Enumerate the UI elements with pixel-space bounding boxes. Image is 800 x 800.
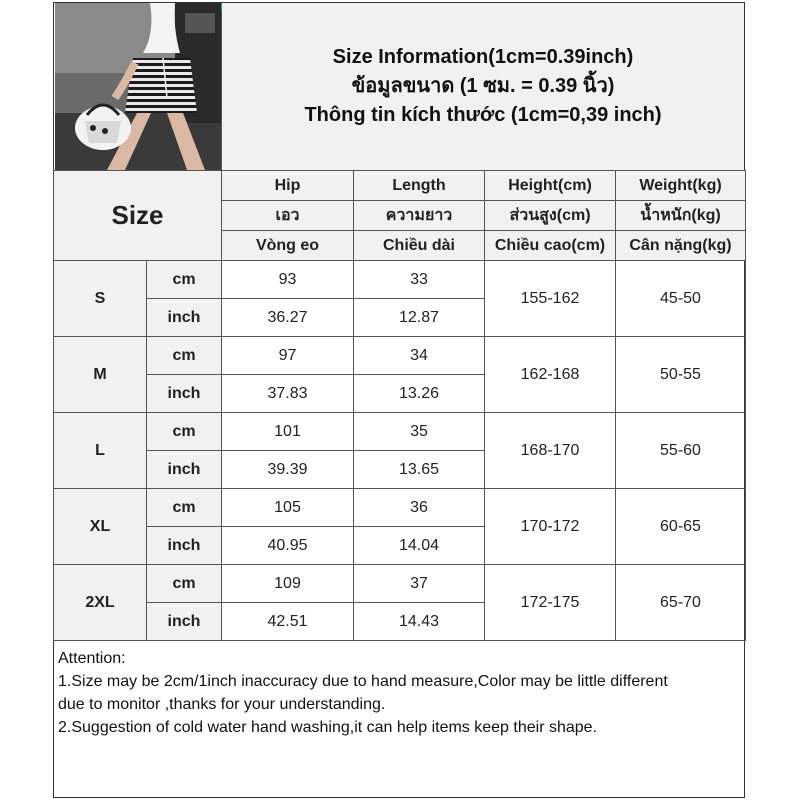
hip-cm-value: 97: [222, 337, 354, 375]
hip-cm-value: 109: [222, 565, 354, 603]
header-row-english: [54, 171, 746, 201]
length-inch-value: 14.43: [354, 603, 485, 641]
column-header-length-vi: Chiều dài: [354, 231, 485, 261]
weight-value: 45-50: [616, 261, 746, 337]
column-header-length: Length: [354, 171, 485, 201]
model-photo-image: [55, 3, 221, 170]
unit-inch: inch: [147, 451, 222, 489]
length-cm-value: 36: [354, 489, 485, 527]
size-label-l: L: [54, 413, 147, 489]
length-inch-value: 13.65: [354, 451, 485, 489]
length-cm-value: 34: [354, 337, 485, 375]
weight-value: 55-60: [616, 413, 746, 489]
length-cm-value: 35: [354, 413, 485, 451]
column-header-height-thai: ส่วนสูง(cm): [485, 201, 616, 231]
size-label-s: S: [54, 261, 147, 337]
product-photo: [55, 3, 222, 170]
notes-title: Attention:: [58, 650, 126, 667]
size-label-m: M: [54, 337, 147, 413]
height-value: 168-170: [485, 413, 616, 489]
hip-inch-value: 36.27: [222, 299, 354, 337]
column-header-weight-thai: น้ำหนัก(kg): [616, 201, 746, 231]
table-row: [54, 413, 746, 451]
notes-line-3: 2.Suggestion of cold water hand washing,it can help items keep their shape.: [58, 719, 597, 736]
table-row: [54, 261, 746, 299]
height-value: 172-175: [485, 565, 616, 641]
header-line-vietnamese: Thông tin kích thước (1cm=0,39 inch): [304, 104, 662, 126]
unit-inch: inch: [147, 603, 222, 641]
height-value: 155-162: [485, 261, 616, 337]
length-cm-value: 37: [354, 565, 485, 603]
weight-value: 50-55: [616, 337, 746, 413]
size-table: [53, 170, 746, 641]
unit-cm: cm: [147, 565, 222, 603]
unit-cm: cm: [147, 337, 222, 375]
column-header-hip-vi: Vòng eo: [222, 231, 354, 261]
hip-inch-value: 37.83: [222, 375, 354, 413]
column-header-length-thai: ความยาว: [354, 201, 485, 231]
unit-inch: inch: [147, 527, 222, 565]
unit-cm: cm: [147, 413, 222, 451]
column-header-hip-thai: เอว: [222, 201, 354, 231]
length-cm-value: 33: [354, 261, 485, 299]
hip-cm-value: 105: [222, 489, 354, 527]
unit-cm: cm: [147, 261, 222, 299]
column-header-weight: Weight(kg): [616, 171, 746, 201]
unit-inch: inch: [147, 299, 222, 337]
length-inch-value: 14.04: [354, 527, 485, 565]
weight-value: 60-65: [616, 489, 746, 565]
hip-inch-value: 42.51: [222, 603, 354, 641]
unit-cm: cm: [147, 489, 222, 527]
height-value: 162-168: [485, 337, 616, 413]
hip-inch-value: 40.95: [222, 527, 354, 565]
column-header-height-vi: Chiều cao(cm): [485, 231, 616, 261]
size-column-header: Size: [54, 171, 222, 261]
attention-notes: [53, 645, 745, 798]
table-row: [54, 489, 746, 527]
hip-inch-value: 39.39: [222, 451, 354, 489]
header-line-thai: ข้อมูลขนาด (1 ซม. = 0.39 นิ้ว): [351, 75, 615, 97]
size-label-xl: XL: [54, 489, 147, 565]
header-line-english: Size Information(1cm=0.39inch): [332, 46, 634, 68]
size-information-header: [222, 3, 744, 171]
hip-cm-value: 93: [222, 261, 354, 299]
size-label-2xl: 2XL: [54, 565, 147, 641]
notes-line-1: 1.Size may be 2cm/1inch inaccuracy due to hand measure,Color may be little different: [58, 673, 668, 690]
height-value: 170-172: [485, 489, 616, 565]
unit-inch: inch: [147, 375, 222, 413]
hip-cm-value: 101: [222, 413, 354, 451]
table-row: [54, 337, 746, 375]
length-inch-value: 12.87: [354, 299, 485, 337]
column-header-weight-vi: Cân nặng(kg): [616, 231, 746, 261]
column-header-hip: Hip: [222, 171, 354, 201]
length-inch-value: 13.26: [354, 375, 485, 413]
weight-value: 65-70: [616, 565, 746, 641]
notes-line-2: due to monitor ,thanks for your understanding.: [58, 696, 386, 713]
column-header-height: Height(cm): [485, 171, 616, 201]
table-row: [54, 565, 746, 603]
